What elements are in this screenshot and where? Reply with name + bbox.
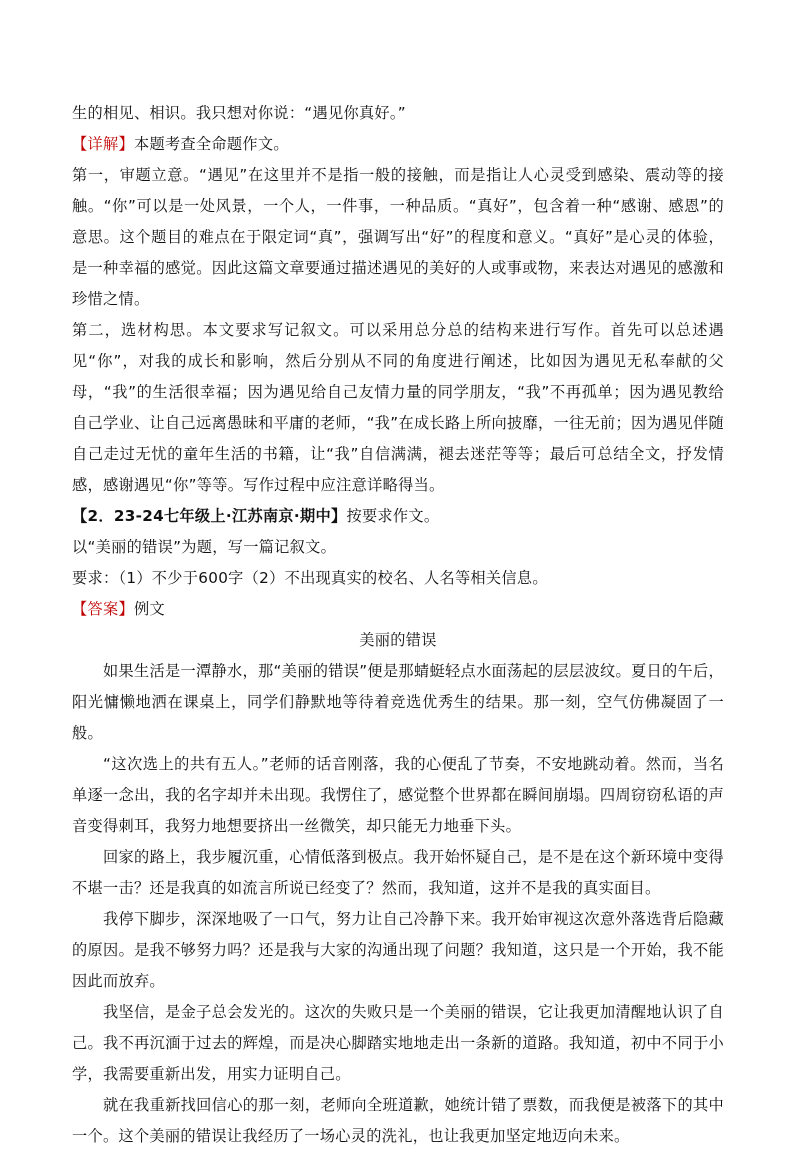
essay-paragraph-4: 我停下脚步，深深地吸了一口气，努力让自己冷静下来。我开始审视这次意外落选背后隐藏的原因。是我不够努力吗？还是我与大家的沟通出现了问题？我知道，这只是一个开始，我不能因此而放弃。: [72, 910, 724, 990]
question-bracket-open: 【: [72, 507, 88, 525]
answer-label: 答案: [87, 600, 119, 618]
answer-bracket-open: 【: [72, 600, 88, 618]
essay-prompt: 以“美丽的错误”为题，写一篇记叙文。: [72, 538, 337, 556]
answer-section: [72, 594, 724, 625]
essay-requirement: 要求：（1）不少于600字（2）不出现真实的校名、人名等相关信息。: [72, 569, 548, 587]
answer-bracket-close: 】: [118, 600, 134, 618]
essay-paragraph-6: 就在我重新找回信心的那一刻，老师向全班道歉，她统计错了票数，而我便是被落下的其中一个。这个美丽的错误让我经历了一场心灵的洗礼，也让我更加坚定地迈向未来。: [72, 1096, 724, 1145]
detail-bracket-open: 【: [72, 135, 88, 153]
question-header: [72, 501, 724, 532]
question-number: 2．: [87, 507, 114, 525]
answer-text: 例文: [133, 600, 165, 618]
essay-title: 美丽的错误: [359, 631, 437, 649]
detail-section: [72, 129, 724, 160]
essay-paragraph-1: 如果生活是一潭静水，那“美丽的错误”便是那蜻蜓轻点水面荡起的层层波纹。夏日的午后，阳光慵懒地洒在课桌上，同学们静默地等待着竞选优秀生的结果。那一刻，空气仿佛凝固了一般。: [72, 662, 724, 742]
detail-bracket-close: 】: [118, 135, 134, 153]
question-source: 23-24七年级上·江苏南京·期中: [113, 507, 331, 525]
detail-text: 本题考查全命题作文。: [133, 135, 289, 153]
essay-paragraph-5: 我坚信，是金子总会发光的。这次的失败只是一个美丽的错误，它让我更加清醒地认识了自己。我不再沉湎于过去的辉煌，而是决心脚踏实地地走出一条新的道路。我知道，初中不同于小学，我需要重新出发，用实力证明自己。: [72, 1003, 724, 1083]
essay-paragraph-3: 回家的路上，我步履沉重，心情低落到极点。我开始怀疑自己，是不是在这个新环境中变得不堪一击？还是我真的如流言所说已经变了？然而，我知道，这并不是我的真实面目。: [72, 848, 724, 897]
document-body: [72, 98, 724, 1152]
question-bracket-close: 】: [330, 507, 347, 525]
question-text: 按要求作文。: [346, 507, 440, 525]
detail-label: 详解: [87, 135, 119, 153]
essay-paragraph-2: “这次选上的共有五人。”老师的话音刚落，我的心便乱了节奏，不安地跳动着。然而，当名单逐一念出，我的名字却并未出现。我愣住了，感觉整个世界都在瞬间崩塌。四周窃窃私语的声音变得刺耳，我努力地想要挤出一丝微笑，却只能无力地垂下头。: [72, 755, 724, 835]
analysis-paragraph-2: 第二，选材构思。本文要求写记叙文。可以采用总分总的结构来进行写作。首先可以总述遇见“你”，对我的成长和影响，然后分别从不同的角度进行阐述，比如因为遇见无私奉献的父母，“我”的生活很幸福；因为遇见给自己友情力量的同学朋友，“我”不再孤单；因为遇见教给自己学业、让自己远离愚昧和平庸的老师，“我”在成长路上所向披靡，一往无前；因为遇见伴随自己走过无忧的童年生活的书籍，让“我”自信满满，褪去迷茫等等；最后可总结全文，抒发情感，感谢遇见“你”等等。写作过程中应注意详略得当。: [72, 321, 724, 494]
previous-answer-tail: 生的相见、相识。我只想对你说：“遇见你真好。”: [72, 104, 406, 122]
analysis-paragraph-1: 第一，审题立意。“遇见”在这里并不是指一般的接触，而是指让人心灵受到感染、震动等的接触。“你”可以是一处风景，一个人，一件事，一种品质。“真好”，包含着一种“感谢、感恩”的意思。这个题目的难点在于限定词“真”，强调写出“好”的程度和意义。“真好”是心灵的体验，是一种幸福的感觉。因此这篇文章要通过描述遇见的美好的人或事或物，来表达对遇见的感激和珍惜之情。: [72, 166, 724, 308]
